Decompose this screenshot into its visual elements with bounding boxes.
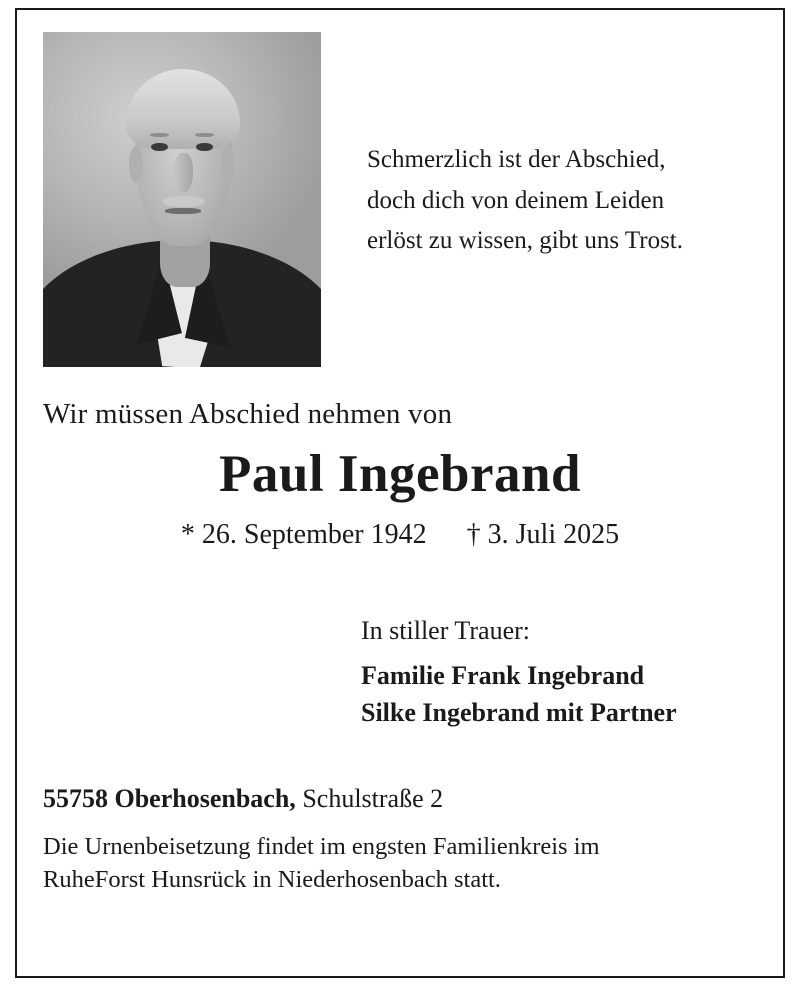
portrait-eye-right <box>196 143 213 152</box>
mourners-block <box>43 613 757 732</box>
farewell-lead: Wir müssen Abschied nehmen von <box>43 398 453 430</box>
portrait-ear-left <box>129 146 143 183</box>
portrait-photo <box>43 32 321 367</box>
portrait-nose <box>174 153 193 193</box>
deceased-name: Paul Ingebrand <box>219 444 581 503</box>
mourner-line-2: Silke Ingebrand mit Partner <box>361 697 677 727</box>
address-zip-city: 55758 Oberhosenbach, <box>43 783 296 813</box>
funeral-info <box>43 830 757 896</box>
address-street: Schulstraße 2 <box>302 783 444 813</box>
obituary-notice <box>15 8 785 978</box>
memorial-verse <box>321 32 757 262</box>
birth-date: * 26. September 1942 <box>180 518 427 550</box>
mourners-intro: In stiller Trauer: <box>361 615 530 645</box>
death-date: † 3. Juli 2025 <box>466 518 620 550</box>
notice-header <box>43 32 757 367</box>
verse-line-1: Schmerzlich ist der Abschied, <box>367 146 666 173</box>
address-line <box>43 784 757 814</box>
life-dates <box>43 519 757 551</box>
portrait-mouth <box>165 208 201 214</box>
funeral-info-line-2: RuheForst Hunsrück in Niederhosenbach statt. <box>43 865 501 893</box>
portrait-ear-right <box>221 146 235 183</box>
verse-line-2: doch dich von deinem Leiden <box>367 186 665 214</box>
mourner-line-1: Familie Frank Ingebrand <box>361 660 645 690</box>
funeral-info-line-1: Die Urnenbeisetzung findet im engsten Familienkreis im <box>43 832 600 860</box>
portrait-moustache <box>163 196 205 207</box>
verse-line-3: erlöst zu wissen, gibt uns Trost. <box>367 227 684 254</box>
portrait-brow-left <box>150 133 169 138</box>
portrait-brow-right <box>195 133 214 138</box>
